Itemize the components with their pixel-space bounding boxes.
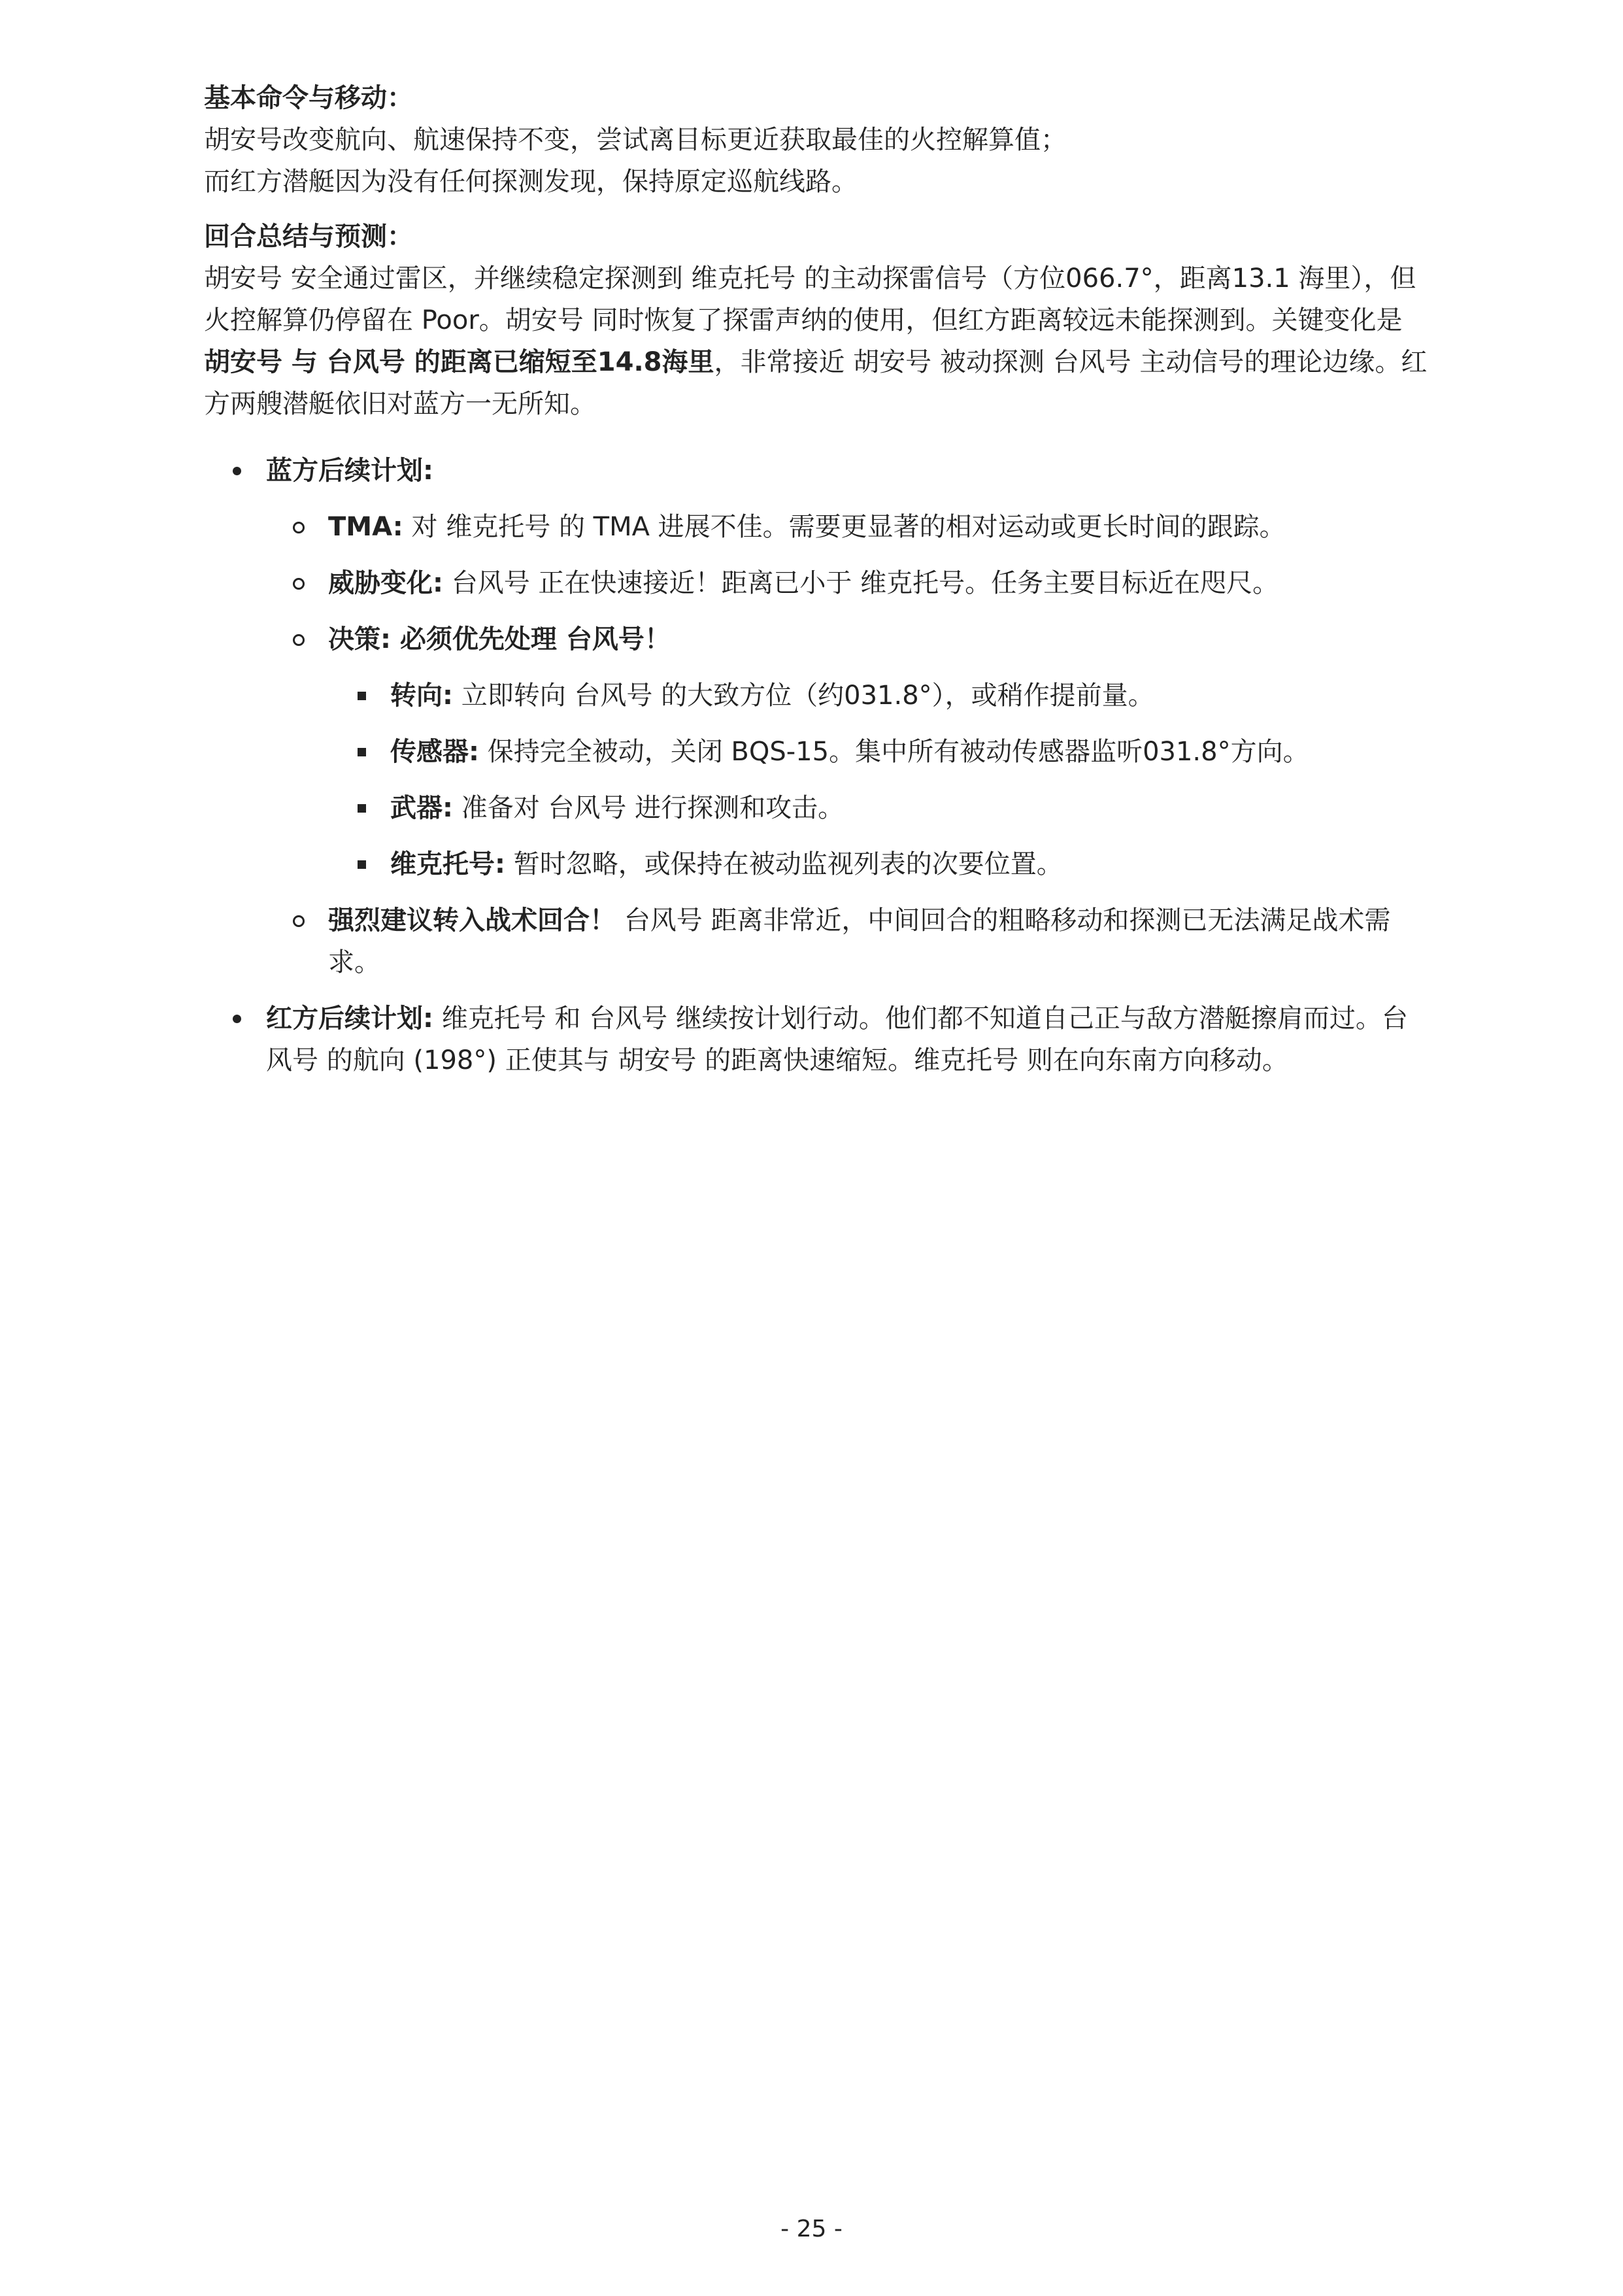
blue-plan-sublist — [266, 506, 1433, 983]
summary-paragraph — [204, 258, 1433, 425]
sensors-label: 传感器: — [390, 737, 479, 767]
page-number: - 25 - — [780, 2216, 843, 2242]
command-line-red: 而红方潜艇因为没有任何探测发现，保持原定巡航线路。 — [204, 167, 858, 197]
list-item-recommend-tactical — [266, 900, 1433, 983]
recommend-text: 台风号 距离非常近，中间回合的粗略移动和探测已无法满足战术需求。 — [328, 905, 1391, 977]
sensors-text: 保持完全被动，关闭 BQS-15。集中所有被动传感器监听031.8°方向。 — [479, 737, 1309, 767]
list-item-weapons — [328, 787, 1433, 829]
plan-list — [204, 450, 1433, 1081]
blue-plan-label: 蓝方后续计划: — [266, 456, 433, 486]
victor-label: 维克托号: — [390, 849, 505, 879]
document-body — [204, 77, 1433, 1096]
summary-key-change: 胡安号 与 台风号 的距离已缩短至14.8海里 — [204, 347, 714, 377]
weapons-label: 武器: — [390, 793, 453, 823]
list-item-sensors — [328, 731, 1433, 773]
decision-sublist — [328, 675, 1433, 885]
summary-text-part2: ，非常接近 胡安号 被动探测 台风号 主动信号的理论边缘。红方两艘潜艇依旧对蓝方一无所知。 — [204, 347, 1428, 419]
list-item-blue-plan — [204, 450, 1433, 983]
red-plan-text: 维克托号 和 台风号 继续按计划行动。他们都不知道自己正与敌方潜艇擦肩而过。台风号 的航向 (198°) 正使其与 胡安号 的距离快速缩短。维克托号 则在向东南方向移动。 — [266, 1004, 1408, 1075]
list-item-red-plan — [204, 998, 1433, 1081]
section-heading-commands: 基本命令与移动： — [204, 83, 413, 113]
command-line-blue: 胡安号改变航向、航速保持不变，尝试离目标更近获取最佳的火控解算值； — [204, 125, 1067, 155]
turn-text: 立即转向 台风号 的大致方位（约031.8°），或稍作提前量。 — [453, 681, 1154, 711]
weapons-text: 准备对 台风号 进行探测和攻击。 — [453, 793, 845, 823]
threat-text: 台风号 正在快速接近！距离已小于 维克托号。任务主要目标近在咫尺。 — [443, 568, 1279, 598]
recommend-label: 强烈建议转入战术回合！ — [328, 905, 616, 936]
tma-label: TMA: — [328, 512, 403, 542]
list-item-tma — [266, 506, 1433, 548]
victor-text: 暂时忽略，或保持在被动监视列表的次要位置。 — [505, 849, 1063, 879]
decision-label: 决策: 必须优先处理 台风号！ — [328, 624, 671, 654]
list-item-victor — [328, 843, 1433, 885]
list-item-threat-change — [266, 562, 1433, 604]
section-heading-summary: 回合总结与预测： — [204, 222, 413, 252]
list-item-decision — [266, 618, 1433, 885]
turn-label: 转向: — [390, 681, 453, 711]
list-item-turn — [328, 675, 1433, 717]
summary-text-part1: 胡安号 安全通过雷区，并继续稳定探测到 维克托号 的主动探雷信号（方位066.7°，距离13.1 海里），但火控解算仍停留在 Poor。胡安号 同时恢复了探雷声纳的使用，但红方距离较远未能探测到。关键变化是 — [204, 263, 1416, 335]
tma-text: 对 维克托号 的 TMA 进展不佳。需要更显著的相对运动或更长时间的跟踪。 — [403, 512, 1286, 542]
red-plan-label: 红方后续计划: — [266, 1004, 433, 1034]
threat-label: 威胁变化: — [328, 568, 443, 598]
